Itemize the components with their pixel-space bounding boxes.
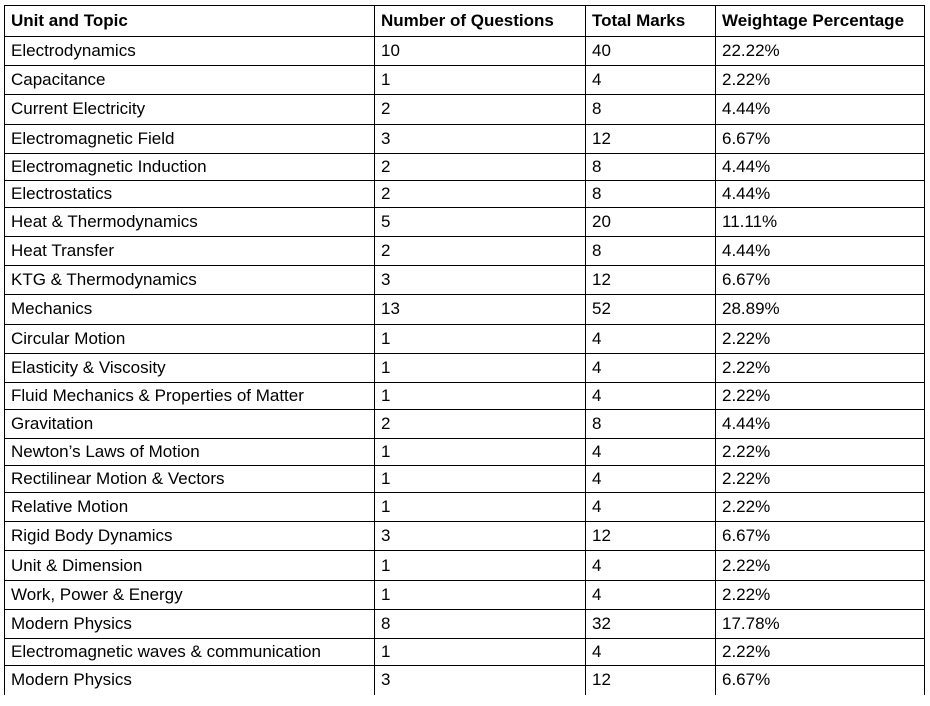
questions-cell: 3 [375,266,586,295]
questions-cell: 1 [375,439,586,466]
questions-cell: 1 [375,493,586,522]
table-row [5,580,925,609]
column-header-unit-topic: Unit and Topic [5,6,375,37]
marks-cell: 4 [586,66,716,95]
weightage-cell: 2.22% [716,580,925,609]
weightage-cell: 6.67% [716,124,925,153]
weightage-cell: 4.44% [716,95,925,124]
table-row [5,153,925,180]
questions-cell: 3 [375,124,586,153]
table-row [5,466,925,493]
weightage-cell: 2.22% [716,439,925,466]
weightage-cell: 6.67% [716,666,925,695]
topic-cell: Gravitation [5,409,375,438]
topic-cell: Modern Physics [5,609,375,638]
weightage-cell: 4.44% [716,180,925,207]
marks-cell: 12 [586,522,716,551]
questions-cell: 2 [375,95,586,124]
table-row [5,609,925,638]
header-row [5,6,925,37]
marks-cell: 4 [586,382,716,409]
weightage-cell: 2.22% [716,353,925,382]
weightage-cell: 4.44% [716,153,925,180]
questions-cell: 1 [375,580,586,609]
topic-cell: Current Electricity [5,95,375,124]
topic-cell: Newton’s Laws of Motion [5,439,375,466]
topic-cell: Electrostatics [5,180,375,207]
table-row [5,324,925,353]
topic-cell: Fluid Mechanics & Properties of Matter [5,382,375,409]
marks-cell: 8 [586,409,716,438]
weightage-cell: 2.22% [716,551,925,580]
weightage-cell: 22.22% [716,37,925,66]
marks-cell: 12 [586,666,716,695]
table-row [5,295,925,324]
questions-cell: 1 [375,466,586,493]
table-row [5,236,925,265]
questions-cell: 1 [375,639,586,666]
questions-cell: 1 [375,551,586,580]
topic-cell: Heat Transfer [5,236,375,265]
marks-cell: 4 [586,324,716,353]
column-header-number-of-questions: Number of Questions [375,6,586,37]
table-row [5,493,925,522]
weightage-cell: 2.22% [716,382,925,409]
questions-cell: 8 [375,609,586,638]
questions-cell: 1 [375,353,586,382]
topic-cell: Rigid Body Dynamics [5,522,375,551]
topic-cell: Mechanics [5,295,375,324]
table-body [5,37,925,695]
topic-cell: Electromagnetic waves & communication [5,639,375,666]
weightage-cell: 4.44% [716,409,925,438]
questions-cell: 2 [375,180,586,207]
weightage-cell: 2.22% [716,324,925,353]
questions-cell: 13 [375,295,586,324]
marks-cell: 4 [586,580,716,609]
marks-cell: 12 [586,266,716,295]
table-row [5,124,925,153]
marks-cell: 4 [586,551,716,580]
weightage-cell: 2.22% [716,493,925,522]
topic-cell: Elasticity & Viscosity [5,353,375,382]
marks-cell: 4 [586,639,716,666]
marks-cell: 8 [586,180,716,207]
marks-cell: 4 [586,466,716,493]
weightage-cell: 2.22% [716,639,925,666]
table-row [5,522,925,551]
questions-cell: 2 [375,153,586,180]
table-row [5,266,925,295]
weightage-cell: 2.22% [716,66,925,95]
topic-cell: Rectilinear Motion & Vectors [5,466,375,493]
table-row [5,551,925,580]
column-header-total-marks: Total Marks [586,6,716,37]
marks-cell: 8 [586,153,716,180]
table-row [5,409,925,438]
table-row [5,180,925,207]
topic-cell: KTG & Thermodynamics [5,266,375,295]
table-row [5,66,925,95]
weightage-cell: 17.78% [716,609,925,638]
topic-cell: Modern Physics [5,666,375,695]
marks-cell: 4 [586,439,716,466]
topic-cell: Capacitance [5,66,375,95]
topic-cell: Heat & Thermodynamics [5,207,375,236]
table-row [5,666,925,695]
weightage-cell: 2.22% [716,466,925,493]
questions-cell: 1 [375,324,586,353]
weightage-cell: 28.89% [716,295,925,324]
table-row [5,639,925,666]
questions-cell: 1 [375,66,586,95]
table-row [5,37,925,66]
questions-cell: 3 [375,666,586,695]
questions-cell: 10 [375,37,586,66]
table-row [5,382,925,409]
marks-cell: 12 [586,124,716,153]
topic-cell: Work, Power & Energy [5,580,375,609]
table-header [5,6,925,37]
marks-cell: 40 [586,37,716,66]
weightage-cell: 11.11% [716,207,925,236]
marks-cell: 4 [586,493,716,522]
table-row [5,439,925,466]
marks-cell: 4 [586,353,716,382]
topic-cell: Electromagnetic Field [5,124,375,153]
questions-cell: 2 [375,409,586,438]
marks-cell: 52 [586,295,716,324]
table-row [5,207,925,236]
questions-cell: 5 [375,207,586,236]
weightage-cell: 6.67% [716,522,925,551]
questions-cell: 1 [375,382,586,409]
topic-cell: Electrodynamics [5,37,375,66]
table-row [5,95,925,124]
topic-cell: Unit & Dimension [5,551,375,580]
marks-cell: 8 [586,95,716,124]
table-row [5,353,925,382]
topic-cell: Relative Motion [5,493,375,522]
marks-cell: 20 [586,207,716,236]
questions-cell: 2 [375,236,586,265]
weightage-table [4,5,925,695]
questions-cell: 3 [375,522,586,551]
marks-cell: 32 [586,609,716,638]
weightage-cell: 4.44% [716,236,925,265]
marks-cell: 8 [586,236,716,265]
topic-cell: Electromagnetic Induction [5,153,375,180]
topic-cell: Circular Motion [5,324,375,353]
column-header-weightage-percentage: Weightage Percentage [716,6,925,37]
weightage-cell: 6.67% [716,266,925,295]
